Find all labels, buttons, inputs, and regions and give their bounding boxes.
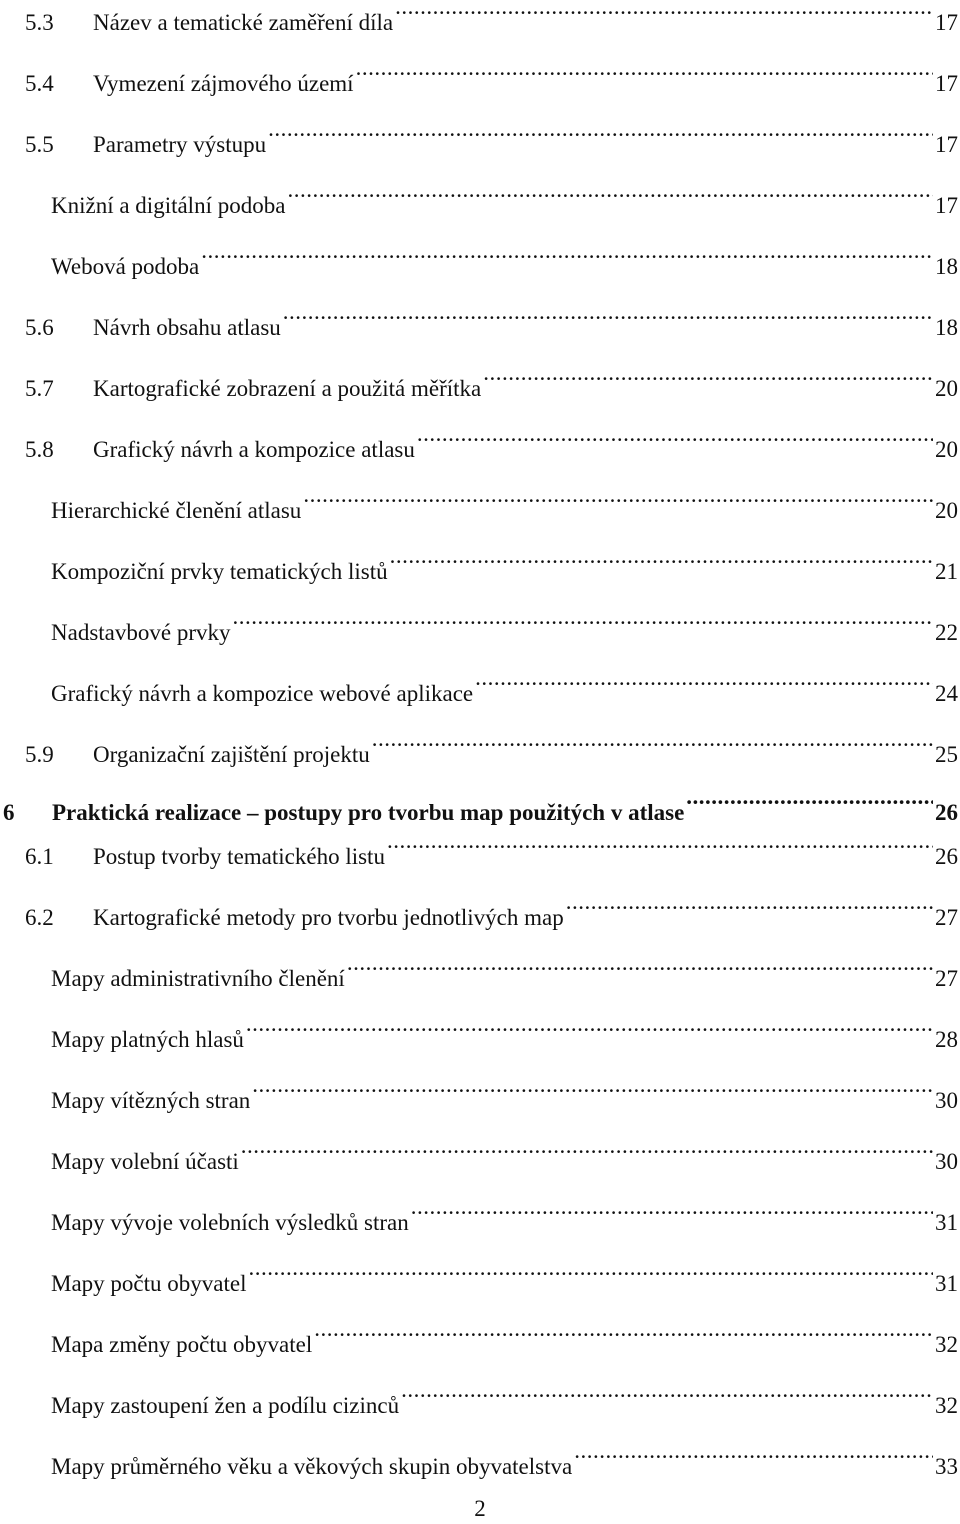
toc-entry-page: 17: [935, 71, 958, 96]
toc-entry-number: 5.8: [25, 437, 54, 462]
toc-dot-leader: [303, 484, 933, 518]
toc-entry-number: 6.2: [25, 905, 54, 930]
toc-entry-title: Webová podoba: [51, 254, 200, 279]
toc-entry-number: 5.4: [25, 71, 54, 96]
toc-dot-leader: [268, 118, 933, 152]
toc-entry-page: 17: [935, 132, 958, 157]
toc-entry-page: 31: [935, 1271, 958, 1296]
toc-entry[interactable]: [0, 301, 960, 340]
toc-dot-leader: [252, 1074, 933, 1108]
toc-entry-page: 18: [935, 315, 958, 340]
toc-entry[interactable]: [0, 1440, 960, 1479]
toc-entry-number: 5.3: [25, 10, 54, 35]
toc-entry-title: Kompoziční prvky tematických listů: [51, 559, 388, 584]
toc-entry-title: Mapy průměrného věku a věkových skupin obyvatelstva: [51, 1454, 573, 1479]
toc-entry[interactable]: [0, 830, 960, 869]
toc-entry-title: Mapy platných hlasů: [51, 1027, 244, 1052]
toc-entry-title: Kartografické metody pro tvorbu jednotlivých map: [93, 905, 564, 930]
toc-entry-title: Grafický návrh a kompozice atlasu: [93, 437, 415, 462]
toc-entry-title: Vymezení zájmového území: [93, 71, 354, 96]
toc-entry[interactable]: [0, 667, 960, 706]
toc-entry-title: Mapy vývoje volebních výsledků stran: [51, 1210, 409, 1235]
toc-entry-page: 32: [935, 1393, 958, 1418]
toc-entry-title: Nadstavbové prvky: [51, 620, 231, 645]
toc-entry-page: 32: [935, 1332, 958, 1357]
toc-entry-title: Mapa změny počtu obyvatel: [51, 1332, 313, 1357]
toc-dot-leader: [283, 301, 933, 335]
toc-dot-leader: [201, 240, 933, 274]
toc-dot-leader: [395, 0, 933, 30]
toc-dot-leader: [233, 606, 934, 640]
toc-entry[interactable]: [0, 362, 960, 401]
toc-dot-leader: [248, 1257, 933, 1291]
toc-entry[interactable]: [0, 57, 960, 96]
toc-entry[interactable]: [0, 952, 960, 991]
toc-entry-page: 20: [935, 437, 958, 462]
toc-dot-leader: [574, 1440, 933, 1474]
toc-entry-page: 27: [935, 905, 958, 930]
toc-dot-leader: [347, 952, 933, 986]
page-number: 2: [474, 1496, 486, 1521]
toc-entry[interactable]: [0, 118, 960, 157]
toc-entry-page: 33: [935, 1454, 958, 1479]
toc-entry-title: Mapy volební účasti: [51, 1149, 239, 1174]
toc-entry-page: 26: [935, 800, 958, 825]
toc-entry-page: 17: [935, 193, 958, 218]
toc-entry-page: 25: [935, 742, 958, 767]
toc-dot-leader: [401, 1379, 933, 1413]
toc-entry[interactable]: [0, 484, 960, 523]
toc-entry-page: 20: [935, 376, 958, 401]
toc-entry[interactable]: [0, 423, 960, 462]
toc-entry-title: Mapy administrativního členění: [51, 966, 345, 991]
toc-entry-page: 21: [935, 559, 958, 584]
toc-entry[interactable]: [0, 606, 960, 645]
toc-entry-title: Mapy počtu obyvatel: [51, 1271, 247, 1296]
toc-entry-number: 5.5: [25, 132, 54, 157]
toc-entry-page: 22: [935, 620, 958, 645]
toc-dot-leader: [686, 786, 933, 820]
toc-dot-leader: [483, 362, 933, 396]
toc-entry-number: 5.6: [25, 315, 54, 340]
toc-entry-title: Název a tematické zaměření díla: [93, 10, 394, 35]
toc-entry-number: 6.1: [25, 844, 54, 869]
toc-entry-title: Kartografické zobrazení a použitá měřítka: [93, 376, 482, 401]
toc-dot-leader: [475, 667, 933, 701]
toc-entry-page: 24: [935, 681, 958, 706]
toc-entry[interactable]: [0, 1196, 960, 1235]
toc-chapter-entry[interactable]: [0, 786, 960, 825]
toc-entry-title: Mapy vítězných stran: [51, 1088, 251, 1113]
toc-entry-title: Grafický návrh a kompozice webové aplikace: [51, 681, 474, 706]
toc-dot-leader: [246, 1013, 933, 1047]
toc-entry-page: 18: [935, 254, 958, 279]
toc-entry[interactable]: [0, 240, 960, 279]
toc-dot-leader: [314, 1318, 933, 1352]
toc-entry-page: 28: [935, 1027, 958, 1052]
toc-entry-page: 17: [935, 10, 958, 35]
toc-entry[interactable]: [0, 1074, 960, 1113]
toc-entry[interactable]: [0, 1135, 960, 1174]
toc-entry[interactable]: [0, 545, 960, 584]
toc-entry-page: 26: [935, 844, 958, 869]
toc-dot-leader: [566, 891, 933, 925]
toc-entry-number: 6: [3, 800, 15, 825]
toc-entry-title: Mapy zastoupení žen a podílu cizinců: [51, 1393, 400, 1418]
toc-entry-title: Parametry výstupu: [93, 132, 267, 157]
toc-entry-page: 27: [935, 966, 958, 991]
toc-entry[interactable]: [0, 891, 960, 930]
toc-entry-page: 20: [935, 498, 958, 523]
toc-entry-number: 5.7: [25, 376, 54, 401]
toc-dot-leader: [390, 545, 933, 579]
toc-entry[interactable]: [0, 179, 960, 218]
toc-entry[interactable]: [0, 1318, 960, 1357]
toc-entry[interactable]: [0, 1379, 960, 1418]
toc-entry[interactable]: [0, 0, 960, 35]
toc-entry-title: Hierarchické členění atlasu: [51, 498, 302, 523]
toc-dot-leader: [287, 179, 933, 213]
toc-dot-leader: [241, 1135, 933, 1169]
toc-entry-title: Praktická realizace – postupy pro tvorbu map použitých v atlase: [52, 800, 685, 825]
toc-entry-title: Knižní a digitální podoba: [51, 193, 286, 218]
toc-dot-leader: [411, 1196, 933, 1230]
toc-entry-title: Návrh obsahu atlasu: [93, 315, 281, 340]
toc-entry-page: 30: [935, 1149, 958, 1174]
toc-dot-leader: [372, 728, 933, 762]
toc-dot-leader: [387, 830, 933, 864]
toc-entry[interactable]: [0, 728, 960, 767]
toc-entry-number: 5.9: [25, 742, 54, 767]
toc-entry-title: Organizační zajištění projektu: [93, 742, 370, 767]
toc-entry-page: 31: [935, 1210, 958, 1235]
toc-entry-page: 30: [935, 1088, 958, 1113]
toc-entry-title: Postup tvorby tematického listu: [93, 844, 385, 869]
toc-dot-leader: [417, 423, 933, 457]
toc-dot-leader: [356, 57, 933, 91]
toc-entry[interactable]: [0, 1257, 960, 1296]
toc-entry[interactable]: [0, 1013, 960, 1052]
